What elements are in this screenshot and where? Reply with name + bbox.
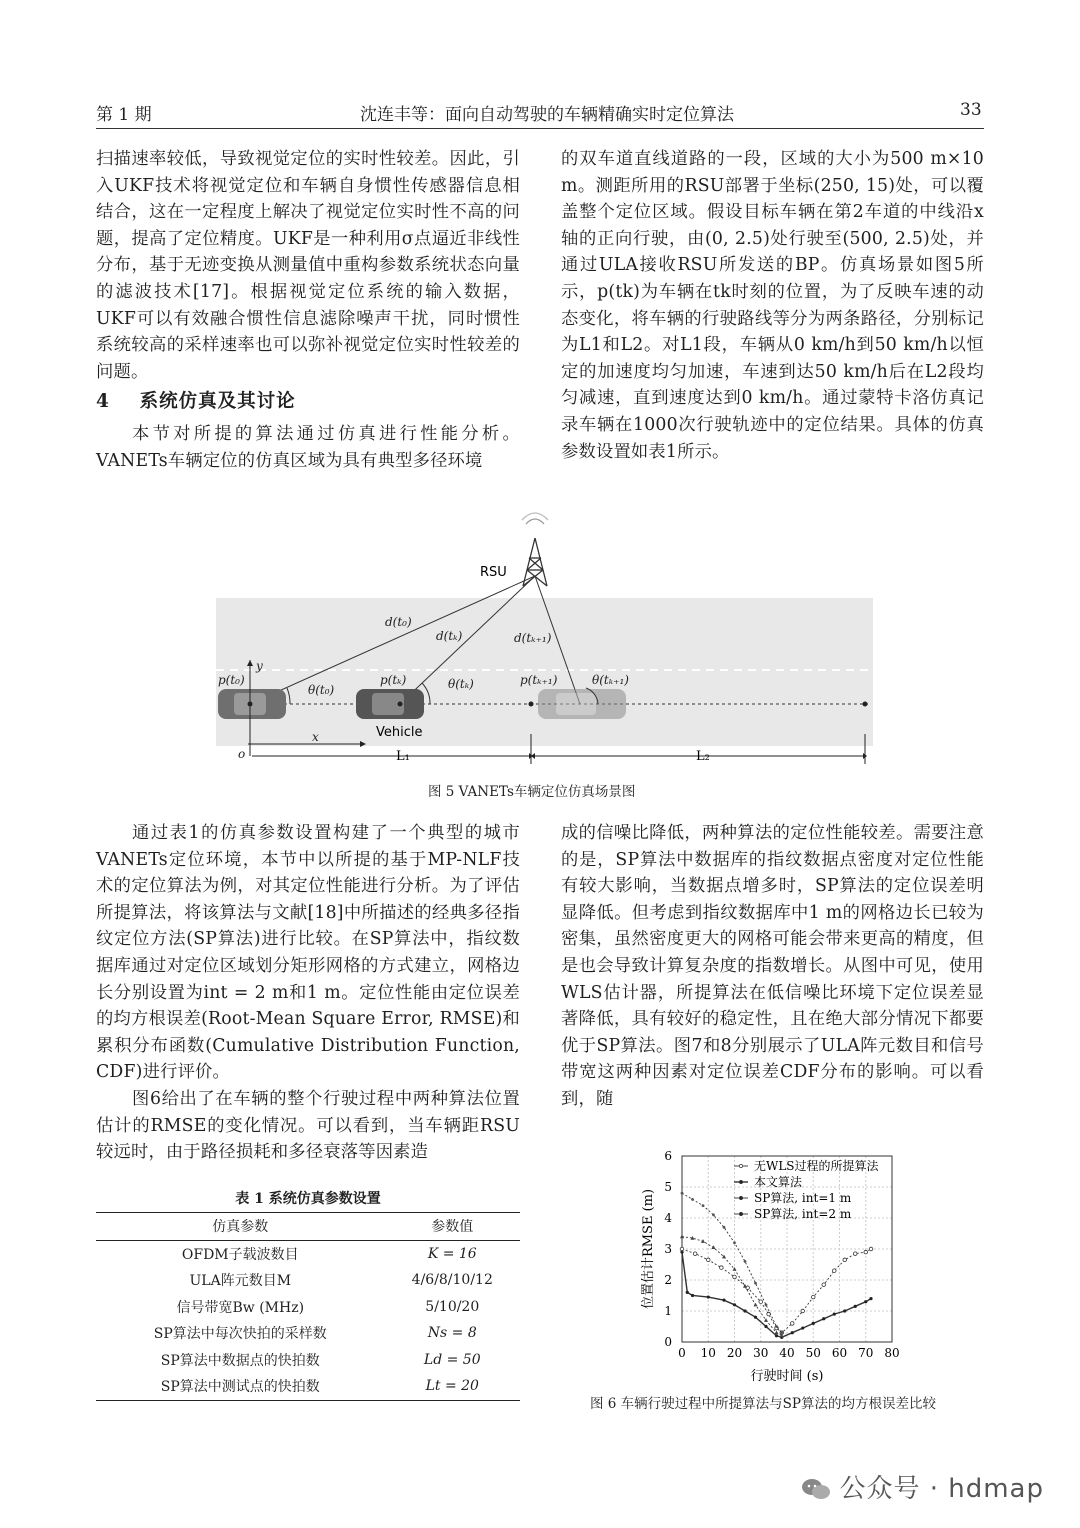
legend-marker (739, 1180, 742, 1183)
data-point (754, 1303, 758, 1307)
watermark-text: 公众号 · hdmap (839, 1474, 1044, 1504)
legend-marker (739, 1164, 742, 1167)
rsu-label: RSU (480, 565, 507, 580)
data-point (812, 1322, 815, 1325)
label-thetak: θ(tₖ) (448, 677, 474, 691)
data-point (843, 1309, 846, 1312)
data-point (780, 1331, 783, 1334)
label-L1: L₁ (396, 749, 410, 764)
data-point (702, 1204, 705, 1207)
y-tick-label: 6 (664, 1149, 672, 1163)
label-thetak1: θ(tₖ₊₁) (592, 673, 629, 687)
table-cell: SP算法中每次快拍的采样数 (153, 1326, 327, 1343)
data-point (864, 1250, 868, 1254)
data-point (775, 1331, 779, 1335)
data-point (680, 1251, 683, 1254)
label-dk1: d(tₖ₊₁) (514, 631, 552, 645)
page-number: 33 (960, 100, 982, 120)
data-point (764, 1325, 767, 1328)
data-point (833, 1313, 836, 1316)
table-cell: 信号带宽Bw (MHz) (176, 1299, 305, 1316)
paragraph: 本节对所提的算法通过仿真进行性能分析。VANETs车辆定位的仿真区域为具有典型多径环境 (96, 424, 520, 471)
label-d0: d(t₀) (385, 615, 412, 629)
table-cell: 4/6/8/10/12 (411, 1272, 493, 1289)
paragraph: 图6给出了在车辆的整个行驶过程中两种算法位置估计的RMSE的变化情况。可以看到，当车辆距RSU较远时，由于路径损耗和多径衰落等因素造 (96, 1088, 520, 1163)
label-origin: o (238, 747, 246, 761)
data-point (822, 1283, 826, 1287)
label-dk: d(tₖ) (436, 629, 463, 643)
table-cell: 5/10/20 (425, 1298, 480, 1315)
data-point (733, 1275, 737, 1279)
right-column-mid (561, 820, 984, 1113)
table-1-title: 表 1 系统仿真参数设置 (235, 1191, 381, 1207)
data-point (854, 1305, 857, 1308)
vehicle-icon (538, 689, 626, 719)
right-column-top (561, 146, 984, 465)
table-cell: SP算法中测试点的快拍数 (160, 1379, 320, 1396)
label-pk1: p(tₖ₊₁) (520, 673, 558, 687)
figure-6-caption: 图 6 车辆行驶过程中所提算法与SP算法的均方根误差比较 (590, 1396, 937, 1412)
legend-entry: SP算法, int=1 m (754, 1191, 852, 1205)
data-point (723, 1226, 726, 1229)
data-point (754, 1316, 757, 1319)
label-x: x (312, 730, 319, 744)
table-cell: K = 16 (427, 1245, 477, 1262)
table-header: 仿真参数 (212, 1219, 269, 1236)
table-row (96, 1267, 520, 1294)
left-column-top (96, 146, 520, 475)
table-row (96, 1294, 520, 1321)
table-row (96, 1373, 520, 1400)
table-cell: Lt = 20 (425, 1378, 479, 1395)
section-title: 系统仿真及其讨论 (139, 391, 296, 413)
label-L2: L₂ (696, 749, 710, 764)
section-number: 4 (96, 391, 110, 413)
paragraph: 扫描速率较低，导致视觉定位的实时性较差。因此，引入UKF技术将视觉定位和车辆自身惯性传感器信息相结合，这在一定程度上解决了视觉定位实时性不高的问题，提高了定位精度。UKF是一种利用σ点逼近非线性分布，基于无迹变换从测量值中重构参数系统状态向量的滤波技术[17]。根据视觉定位系统的输入数据，UKF可以有效融合惯性信息滤除噪声干扰，同时惯性系统较高的采样速率也可以弥补视觉定位实时性较差的问题。 (96, 149, 520, 382)
data-point (765, 1303, 768, 1306)
data-point (686, 1291, 689, 1294)
x-axis-label: 行驶时间 (s) (750, 1369, 824, 1384)
data-point (712, 1214, 715, 1217)
x-tick-label: 50 (805, 1346, 821, 1360)
data-point (680, 1234, 684, 1238)
data-point (843, 1258, 847, 1262)
running-title: 沈连丰等：面向自动驾驶的车辆精确实时定位算法 (360, 105, 734, 125)
figure-5-scene (200, 508, 890, 770)
table-row (96, 1320, 520, 1347)
legend-marker (739, 1196, 742, 1199)
data-point (869, 1297, 872, 1300)
x-tick-label: 40 (779, 1346, 795, 1360)
data-point (707, 1295, 710, 1298)
watermark (801, 1468, 1044, 1505)
y-tick-label: 4 (664, 1211, 672, 1225)
x-tick-label: 0 (678, 1346, 686, 1360)
data-point (720, 1266, 724, 1270)
y-tick-label: 0 (664, 1335, 672, 1349)
data-point (811, 1295, 815, 1299)
table-header: 参数值 (431, 1219, 474, 1236)
x-tick-label: 60 (831, 1346, 848, 1360)
data-point (775, 1325, 778, 1328)
rsu-tower-icon (522, 513, 548, 586)
data-point (722, 1299, 725, 1302)
y-tick-label: 3 (664, 1242, 672, 1256)
road-area (216, 598, 873, 746)
y-tick-label: 1 (664, 1304, 672, 1318)
table-cell: ULA阵元数目M (189, 1273, 292, 1290)
issue-number: 第 1 期 (96, 105, 152, 125)
data-point (691, 1198, 694, 1201)
data-point (869, 1247, 873, 1251)
table-cell: SP算法中数据点的快拍数 (160, 1352, 320, 1369)
label-vehicle: Vehicle (376, 725, 423, 740)
paragraph: 的双车道直线道路的一段，区域的大小为500 m×10 m。测距所用的RSU部署于坐标(250, 15)处，可以覆盖整个定位区域。假设目标车辆在第2车道的中线沿x轴的正向行驶，由(0, 2.5)处行驶至(500, 2.5)处，并通过ULA接收RSU所发送的BP。仿真场景如图5所示，p(tk)为车辆在tk时刻的位置，为了反映车速的动态变化，将车辆的行驶路线等分为两条路径，分别标记为L1和L2。对L1段，车辆从0 km/h到50 km/h以恒定的加速度均匀加速，车速到达50 km/h后在L2段均匀减速，直到速度达到0 km/h。通过蒙特卡洛仿真记录车辆在1000次行驶轨迹中的定位结果。具体的仿真参数设置如表1所示。 (561, 149, 984, 462)
data-point (853, 1252, 857, 1256)
table-1 (96, 1212, 520, 1401)
data-point (864, 1300, 867, 1303)
data-point (733, 1303, 736, 1306)
data-point (775, 1334, 778, 1337)
data-point (822, 1317, 825, 1320)
table-cell: Ns = 8 (427, 1325, 477, 1342)
data-point (801, 1326, 804, 1329)
data-point (791, 1331, 794, 1334)
data-point (832, 1269, 836, 1273)
x-tick-label: 10 (700, 1346, 716, 1360)
x-tick-label: 30 (753, 1346, 769, 1360)
y-axis-label: 位置估计RMSE (m) (641, 1188, 656, 1310)
legend-entry: SP算法, int=2 m (754, 1207, 852, 1221)
data-point (754, 1282, 757, 1285)
table-row (96, 1240, 520, 1267)
table-cell: OFDM子载波数目 (181, 1246, 299, 1263)
x-tick-label: 20 (726, 1346, 743, 1360)
header-rule (96, 128, 984, 129)
legend-entry: 本文算法 (754, 1175, 803, 1189)
x-tick-label: 80 (884, 1346, 900, 1360)
paragraph: 成的信噪比降低，两种算法的定位性能较差。需要注意的是，SP算法中数据库的指纹数据点密度对定位性能有较大影响，当数据点增多时，SP算法的定位误差明显降低。但考虑到指纹数据库中1 m的网格边长已较为密集，虽然密度更大的网格可能会带来更高的精度，但是也会导致计算复杂度的指数增长。从图中可见，使用WLS估计器，所提算法在低信噪比环境下定位误差显著降低，具有较好的稳定性，且在绝大部分情况下都要优于SP算法。图7和8分别展示了ULA阵元数目和信号带宽这两种因素对定位误差CDF分布的影响。可以看到，随 (561, 823, 984, 1109)
figure-6-chart (620, 1140, 920, 1390)
paragraph: 通过表1的仿真参数设置构建了一个典型的城市VANETs定位环境，本节中以所提的基于MP-NLF技术的定位算法为例，对其定位性能进行分析。为了评估所提算法，将该算法与文献[18]中所描述的经典多径指纹定位方法(SP算法)进行比较。在SP算法中，指纹数据库通过对定位区域划分矩形网格的方式建立，网格边长分别设置为int = 2 m和1 m。定位性能由定位误差的均方根误差(Root-Mean Square Error, RMSE)和累积分布函数(Cumulative Distribution Function, CDF)进行评价。 (96, 823, 520, 1083)
data-point (744, 1260, 747, 1263)
vehicle-icon (356, 689, 424, 719)
data-point (801, 1309, 805, 1313)
figure-5-caption: 图 5 VANETs车辆定位仿真场景图 (428, 784, 636, 800)
table-cell: Ld = 50 (423, 1351, 481, 1368)
data-point (767, 1312, 771, 1316)
series-line-1 (682, 1249, 871, 1333)
data-point (743, 1309, 746, 1312)
table-row (96, 1347, 520, 1374)
label-p0: p(t₀) (218, 673, 245, 687)
legend-entry: 无WLS过程的所提算法 (754, 1159, 879, 1173)
y-tick-label: 2 (664, 1273, 672, 1287)
section-heading (96, 389, 520, 421)
data-point (680, 1247, 684, 1251)
x-tick-label: 70 (858, 1346, 874, 1360)
data-point (733, 1241, 736, 1244)
series-line-2 (682, 1252, 871, 1337)
data-point (706, 1258, 710, 1262)
legend-marker (739, 1212, 742, 1215)
data-point (681, 1192, 684, 1195)
data-point (790, 1322, 794, 1326)
y-tick-label: 5 (664, 1180, 672, 1194)
label-y: y (256, 659, 263, 673)
left-column-mid (96, 820, 520, 1166)
data-point (691, 1294, 694, 1297)
label-pk: p(tₖ) (380, 673, 407, 687)
data-point (693, 1252, 697, 1256)
wechat-icon (801, 1477, 831, 1501)
data-point (759, 1300, 763, 1304)
label-theta0: θ(t₀) (308, 683, 335, 697)
